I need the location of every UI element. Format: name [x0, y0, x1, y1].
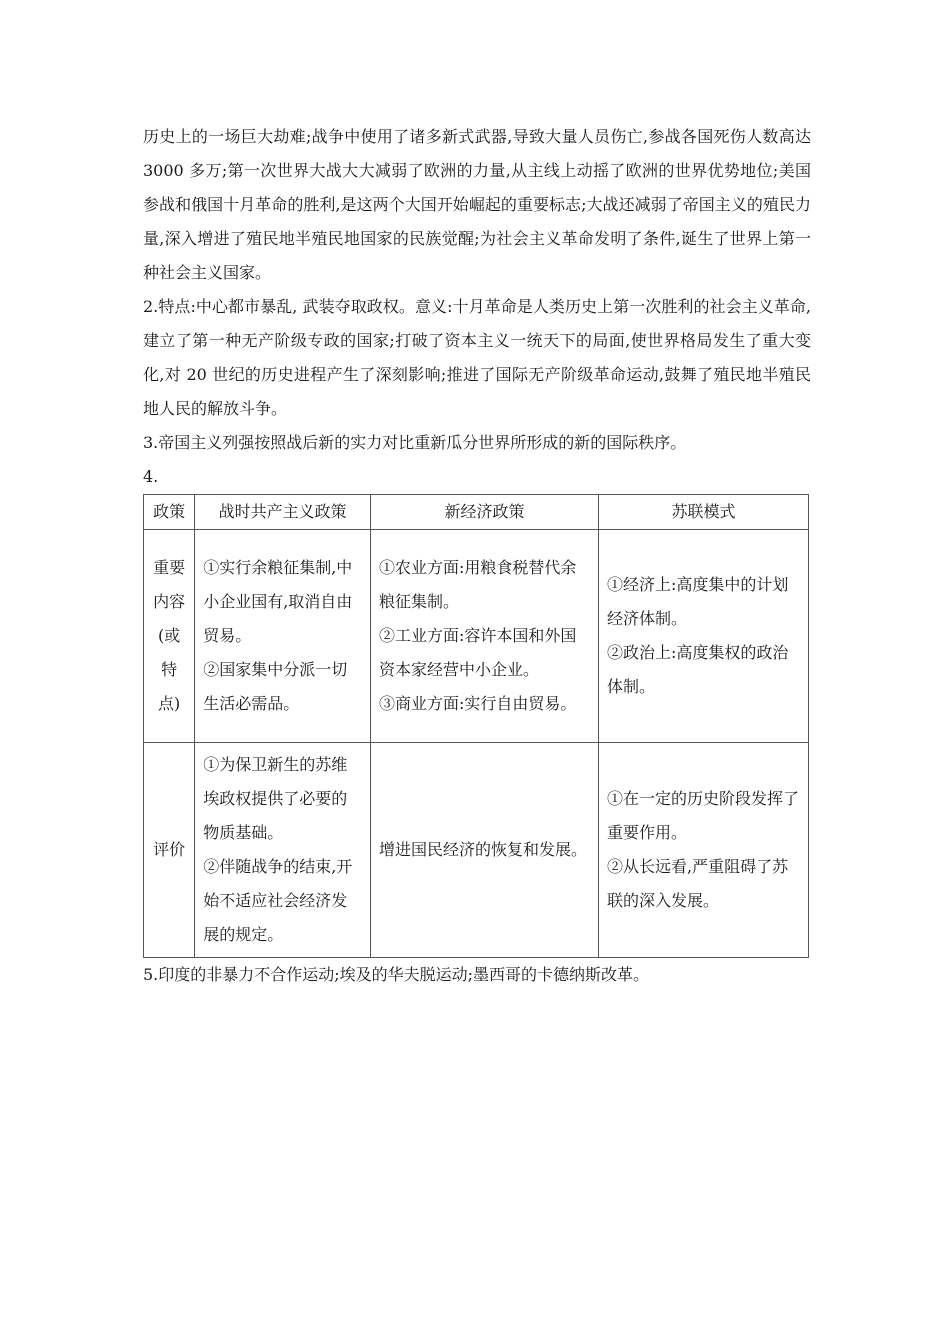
table-cell — [371, 743, 599, 958]
table-header-cell: 苏联模式 — [599, 495, 809, 530]
table-cell — [195, 530, 371, 743]
cell-text: ②伴随战争的结束,开始不适应社会经济发展的规定。 — [203, 857, 353, 944]
cell-text: ①实行余粮征集制,中小企业国有,取消自由贸易。 — [203, 558, 353, 645]
table-row — [144, 530, 809, 743]
row-label-cell: 评价 — [144, 743, 195, 958]
cell-text: ②从长远看,严重阻碍了苏联的深入发展。 — [607, 857, 789, 910]
cell-text: ①农业方面:用粮食税替代余粮征集制。 — [379, 558, 577, 611]
answer-paragraph-3: 3.帝国主义列强按照战后新的实力对比重新瓜分世界所形成的新的国际秩序。 — [143, 433, 687, 452]
document-body — [143, 120, 811, 992]
cell-text: 增进国民经济的恢复和发展。 — [379, 840, 588, 859]
row-label-cell: 重要内容(或特点) — [144, 530, 195, 743]
cell-text: ②国家集中分派一切生活必需品。 — [203, 660, 348, 713]
answer-paragraph-5: 5.印度的非暴力不合作运动;埃及的华夫脱运动;墨西哥的卡德纳斯改革。 — [143, 965, 650, 984]
cell-text: ②政治上:高度集权的政治体制。 — [607, 643, 789, 696]
table-cell — [371, 530, 599, 743]
policy-comparison-table — [143, 494, 809, 958]
cell-text: ①为保卫新生的苏维埃政权提供了必要的物质基础。 — [203, 755, 348, 842]
table-header-cell: 政策 — [144, 495, 195, 530]
cell-text: ①经济上:高度集中的计划经济体制。 — [607, 575, 789, 628]
table-row — [144, 743, 809, 958]
cell-text: ①在一定的历史阶段发挥了重要作用。 — [607, 789, 800, 842]
cell-text: ③商业方面:实行自由贸易。 — [379, 694, 577, 713]
cell-text: ②工业方面:容许本国和外国资本家经营中小企业。 — [379, 626, 577, 679]
table-cell — [599, 530, 809, 743]
answer-paragraph-2: 2.特点:中心都市暴乱, 武装夺取政权。意义:十月革命是人类历史上第一次胜利的社会主义革命,建立了第一种无产阶级专政的国家;打破了资本主义一统天下的局面,使世界格局发生了重大变化,对 20 世纪的历史进程产生了深刻影响;推进了国际无产阶级革命运动,鼓舞了殖民地半殖民地人民的解放斗争。 — [143, 297, 811, 418]
table-header-row — [144, 495, 809, 530]
table-cell — [599, 743, 809, 958]
table-header-cell: 战时共产主义政策 — [195, 495, 371, 530]
item-4-label: 4. — [143, 467, 159, 486]
answer-paragraph-1: 历史上的一场巨大劫难;战争中使用了诸多新式武器,导致大量人员伤亡,参战各国死伤人数高达 3000 多万;第一次世界大战大大减弱了欧洲的力量,从主线上动摇了欧洲的世界优势地位;美国参战和俄国十月革命的胜利,是这两个大国开始崛起的重要标志;大战还减弱了帝国主义的殖民力量,深入增进了殖民地半殖民地国家的民族觉醒;为社会主义革命发明了条件,诞生了世界上第一种社会主义国家。 — [143, 127, 811, 282]
table-cell — [195, 743, 371, 958]
table-header-cell: 新经济政策 — [371, 495, 599, 530]
